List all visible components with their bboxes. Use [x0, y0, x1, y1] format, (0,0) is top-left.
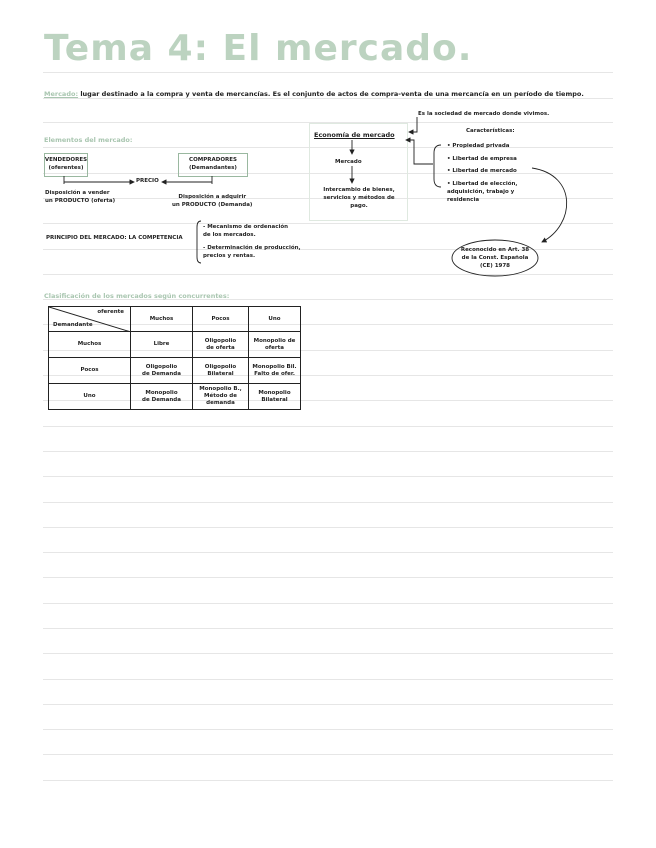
column-header: Pocos	[193, 307, 249, 332]
ruled-line	[43, 780, 613, 781]
ruled-line	[43, 577, 613, 578]
definition-text: lugar destinado a la compra y venta de mercancías. Es el conjunto de actos de compra-venta de una mercancía en un período de tiempo.	[80, 90, 584, 98]
characteristics-arrow	[406, 140, 433, 164]
ruled-line	[43, 502, 613, 503]
ruled-line	[43, 476, 613, 477]
table-cell: Monopolio de oferta	[249, 332, 301, 358]
constitution-note: Reconocido en Art. 38 de la Const. Española (CE) 1978	[460, 247, 530, 269]
ruled-line	[43, 527, 613, 528]
ruled-line	[43, 628, 613, 629]
table-cell: Oligopolio Bilateral	[193, 358, 249, 384]
principle-item-1: - Mecanismo de ordenación de los mercados.	[203, 224, 289, 238]
note-arrow	[409, 117, 417, 132]
buyers-label: COMPRADORES (Demandantes)	[189, 157, 237, 171]
classification-heading: Clasificación de los mercados según concurrentes:	[44, 292, 230, 300]
table-cell: Monopolio Bil. Falto de ofer.	[249, 358, 301, 384]
ruled-line	[43, 704, 613, 705]
price-label: PRECIO	[136, 178, 159, 184]
corner-bottom-label: Demandante	[53, 322, 93, 328]
principle-item-2: - Determinación de producción, precios y rentas.	[203, 245, 301, 259]
ruled-line	[43, 653, 613, 654]
ruled-line	[43, 426, 613, 427]
ruled-line	[43, 679, 613, 680]
economy-title: Economía de mercado	[314, 131, 395, 139]
sellers-description: Disposición a vender un PRODUCTO (oferta)	[45, 190, 116, 204]
ruled-line	[43, 98, 613, 99]
characteristic-1: • Propiedad privada	[447, 143, 510, 149]
row-header: Pocos	[49, 358, 131, 384]
ruled-line	[43, 754, 613, 755]
ruled-line	[43, 223, 613, 224]
corner-top-label: oferente	[97, 309, 124, 315]
market-classification-table	[48, 306, 301, 410]
table-cell: Libre	[131, 332, 193, 358]
ruled-line	[43, 729, 613, 730]
table-cell: Monopolio B., Método de demanda	[193, 384, 249, 410]
table-cell: Monopolio Bilateral	[249, 384, 301, 410]
elements-heading: Elementos del mercado:	[44, 136, 133, 144]
row-header: Muchos	[49, 332, 131, 358]
ruled-line	[43, 451, 613, 452]
definition-label: Mercado:	[44, 90, 79, 98]
ruled-line	[43, 72, 613, 73]
market-label: Mercado	[335, 159, 362, 165]
constitution-arrow	[532, 168, 567, 242]
column-header: Uno	[249, 307, 301, 332]
page-title: Tema 4: El mercado.	[44, 28, 473, 69]
ruled-line	[43, 603, 613, 604]
economy-note: Es la sociedad de mercado donde vivimos.	[418, 111, 550, 117]
characteristics-brace	[434, 145, 441, 187]
table-cell: Monopolio de Demanda	[131, 384, 193, 410]
characteristics-heading: Características:	[466, 128, 515, 134]
ruled-line	[43, 552, 613, 553]
principle-label: PRINCIPIO DEL MERCADO: LA COMPETENCIA	[46, 235, 183, 241]
characteristic-2: • Libertad de empresa	[447, 156, 517, 162]
characteristic-3: • Libertad de mercado	[447, 168, 517, 174]
ruled-line	[43, 274, 613, 275]
characteristic-4: • Libertad de elección, adquisición, trabajo y residencia	[447, 181, 518, 203]
column-header: Muchos	[131, 307, 193, 332]
buyers-description: Disposición a adquirir un PRODUCTO (Demanda)	[172, 194, 253, 208]
exchange-description: Intercambio de bienes, servicios y métodos de pago.	[323, 187, 395, 209]
table-corner-cell	[49, 307, 131, 332]
principle-brace	[197, 221, 201, 263]
definition-line	[44, 90, 584, 98]
sellers-label: VENDEDORES (oferentes)	[44, 157, 88, 171]
table-cell: Oligopolio de Demanda	[131, 358, 193, 384]
table-cell: Oligopolio de oferta	[193, 332, 249, 358]
row-header: Uno	[49, 384, 131, 410]
